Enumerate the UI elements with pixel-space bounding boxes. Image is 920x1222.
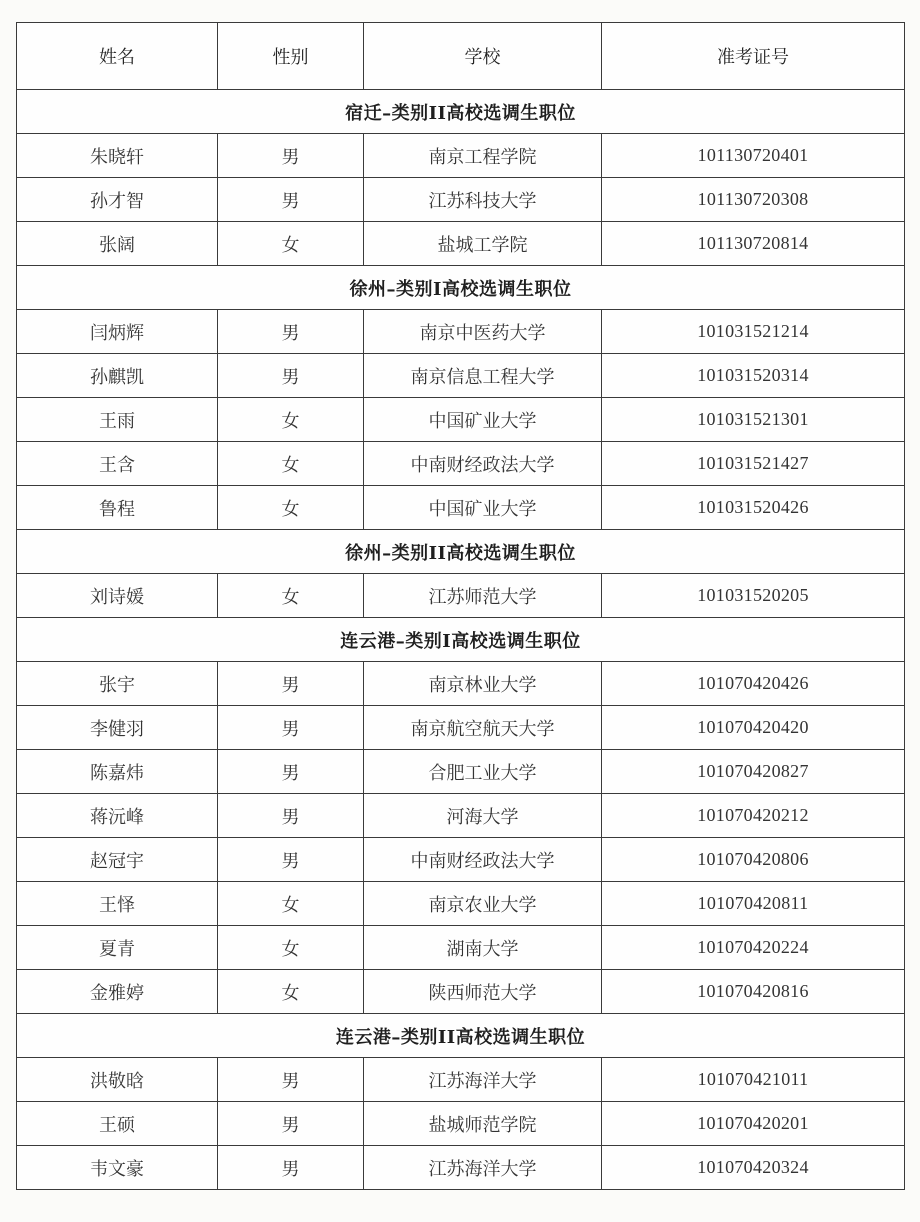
table-row <box>17 398 905 442</box>
cell-name: 刘诗媛 <box>17 574 218 618</box>
cell-name: 王雨 <box>17 398 218 442</box>
cell-school: 南京中医药大学 <box>364 310 602 354</box>
header-name: 姓名 <box>17 23 218 90</box>
cell-exam-id: 101070420816 <box>602 970 905 1014</box>
cell-gender: 男 <box>218 1146 364 1190</box>
table-header-row <box>17 23 905 90</box>
table-row <box>17 574 905 618</box>
table-row <box>17 310 905 354</box>
cell-name: 王含 <box>17 442 218 486</box>
cell-school: 盐城师范学院 <box>364 1102 602 1146</box>
group-header-row <box>17 90 905 134</box>
cell-gender: 男 <box>218 1102 364 1146</box>
table-row <box>17 222 905 266</box>
table-row <box>17 1102 905 1146</box>
cell-gender: 女 <box>218 574 364 618</box>
header-gender: 性别 <box>218 23 364 90</box>
group-title: 连云港–类别II高校选调生职位 <box>17 1014 905 1058</box>
table-row <box>17 1058 905 1102</box>
table-row <box>17 1146 905 1190</box>
cell-school: 江苏师范大学 <box>364 574 602 618</box>
table-row <box>17 134 905 178</box>
cell-school: 江苏海洋大学 <box>364 1058 602 1102</box>
cell-exam-id: 101031520205 <box>602 574 905 618</box>
cell-school: 中国矿业大学 <box>364 486 602 530</box>
header-exam-id: 准考证号 <box>602 23 905 90</box>
cell-school: 中南财经政法大学 <box>364 442 602 486</box>
cell-name: 闫炳辉 <box>17 310 218 354</box>
cell-exam-id: 101070420224 <box>602 926 905 970</box>
group-header-row <box>17 266 905 310</box>
cell-school: 陕西师范大学 <box>364 970 602 1014</box>
cell-school: 南京林业大学 <box>364 662 602 706</box>
cell-school: 合肥工业大学 <box>364 750 602 794</box>
cell-exam-id: 101031521214 <box>602 310 905 354</box>
cell-school: 南京信息工程大学 <box>364 354 602 398</box>
group-title: 宿迁–类别II高校选调生职位 <box>17 90 905 134</box>
cell-name: 金雅婷 <box>17 970 218 1014</box>
cell-exam-id: 101070420811 <box>602 882 905 926</box>
cell-name: 韦文豪 <box>17 1146 218 1190</box>
cell-name: 鲁程 <box>17 486 218 530</box>
cell-school: 河海大学 <box>364 794 602 838</box>
table-row <box>17 750 905 794</box>
cell-school: 盐城工学院 <box>364 222 602 266</box>
table-row <box>17 926 905 970</box>
table-row <box>17 882 905 926</box>
cell-name: 王怿 <box>17 882 218 926</box>
table-row <box>17 838 905 882</box>
cell-school: 湖南大学 <box>364 926 602 970</box>
cell-name: 朱晓轩 <box>17 134 218 178</box>
cell-exam-id: 101130720401 <box>602 134 905 178</box>
cell-name: 洪敬晗 <box>17 1058 218 1102</box>
cell-exam-id: 101070420426 <box>602 662 905 706</box>
cell-gender: 男 <box>218 1058 364 1102</box>
cell-gender: 女 <box>218 882 364 926</box>
cell-school: 南京工程学院 <box>364 134 602 178</box>
cell-gender: 女 <box>218 442 364 486</box>
cell-school: 中国矿业大学 <box>364 398 602 442</box>
table-row <box>17 442 905 486</box>
cell-exam-id: 101070421011 <box>602 1058 905 1102</box>
cell-gender: 男 <box>218 706 364 750</box>
group-title: 徐州–类别II高校选调生职位 <box>17 530 905 574</box>
cell-exam-id: 101031521301 <box>602 398 905 442</box>
cell-exam-id: 101070420324 <box>602 1146 905 1190</box>
cell-exam-id: 101070420420 <box>602 706 905 750</box>
table-row <box>17 486 905 530</box>
cell-exam-id: 101130720308 <box>602 178 905 222</box>
cell-name: 蒋沅峰 <box>17 794 218 838</box>
cell-name: 张阔 <box>17 222 218 266</box>
cell-gender: 女 <box>218 970 364 1014</box>
table-row <box>17 706 905 750</box>
cell-gender: 男 <box>218 794 364 838</box>
header-school: 学校 <box>364 23 602 90</box>
cell-gender: 男 <box>218 750 364 794</box>
cell-gender: 女 <box>218 222 364 266</box>
group-header-row <box>17 530 905 574</box>
candidate-roster-table <box>16 22 905 1190</box>
table-row <box>17 662 905 706</box>
group-header-row <box>17 1014 905 1058</box>
cell-gender: 男 <box>218 354 364 398</box>
cell-name: 王硕 <box>17 1102 218 1146</box>
cell-school: 江苏科技大学 <box>364 178 602 222</box>
table-row <box>17 178 905 222</box>
cell-exam-id: 101070420806 <box>602 838 905 882</box>
cell-gender: 女 <box>218 486 364 530</box>
cell-name: 张宇 <box>17 662 218 706</box>
cell-gender: 男 <box>218 134 364 178</box>
cell-school: 中南财经政法大学 <box>364 838 602 882</box>
cell-gender: 男 <box>218 662 364 706</box>
table-row <box>17 794 905 838</box>
cell-exam-id: 101070420201 <box>602 1102 905 1146</box>
cell-gender: 男 <box>218 838 364 882</box>
cell-gender: 男 <box>218 310 364 354</box>
group-title: 徐州–类别I高校选调生职位 <box>17 266 905 310</box>
cell-exam-id: 101031520314 <box>602 354 905 398</box>
cell-exam-id: 101070420827 <box>602 750 905 794</box>
cell-gender: 男 <box>218 178 364 222</box>
group-header-row <box>17 618 905 662</box>
cell-exam-id: 101031520426 <box>602 486 905 530</box>
table-row <box>17 354 905 398</box>
cell-exam-id: 101130720814 <box>602 222 905 266</box>
cell-name: 孙麒凯 <box>17 354 218 398</box>
cell-gender: 女 <box>218 926 364 970</box>
cell-school: 南京农业大学 <box>364 882 602 926</box>
cell-exam-id: 101070420212 <box>602 794 905 838</box>
cell-school: 南京航空航天大学 <box>364 706 602 750</box>
document-page <box>16 22 904 1190</box>
cell-name: 赵冠宇 <box>17 838 218 882</box>
table-row <box>17 970 905 1014</box>
group-title: 连云港–类别I高校选调生职位 <box>17 618 905 662</box>
cell-name: 孙才智 <box>17 178 218 222</box>
cell-exam-id: 101031521427 <box>602 442 905 486</box>
cell-name: 陈嘉炜 <box>17 750 218 794</box>
cell-gender: 女 <box>218 398 364 442</box>
cell-name: 李健羽 <box>17 706 218 750</box>
cell-name: 夏青 <box>17 926 218 970</box>
cell-school: 江苏海洋大学 <box>364 1146 602 1190</box>
